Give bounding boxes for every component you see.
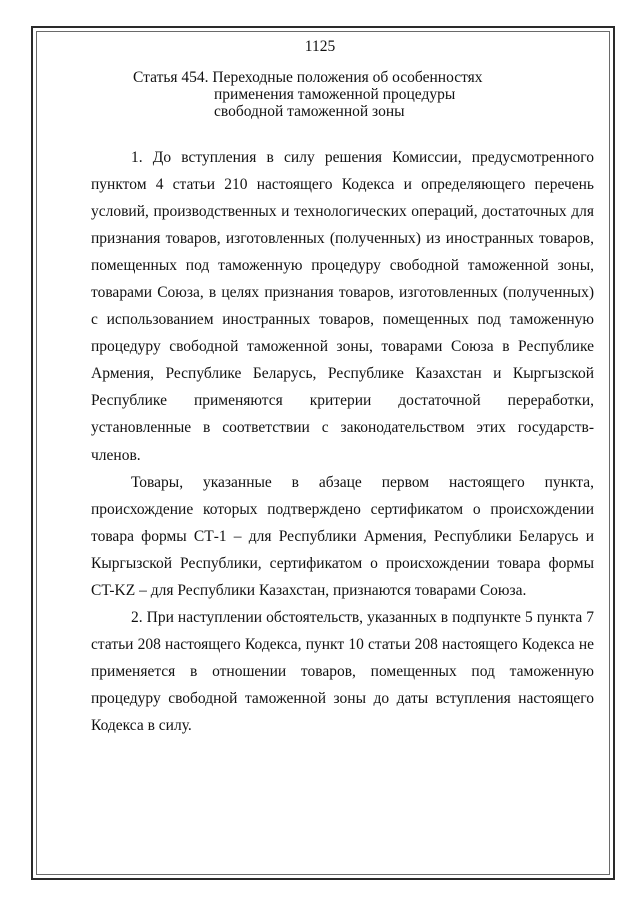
paragraph-item-2: 2. При наступлении обстоятельств, указанных в подпункте 5 пункта 7 статьи 208 настоящего Кодекса, пункт 10 статьи 208 настоящего Кодекса не применяется в отношении товаров, помещенных под таможенную процедуру свободной таможенной зоны до даты вступления настоящего Кодекса в силу. [91, 608, 594, 734]
article-heading [133, 69, 573, 120]
article-body [91, 144, 594, 739]
article-heading-line: свободной таможенной зоны [214, 103, 405, 120]
paragraph-item-1: 1. До вступления в силу решения Комиссии, предусмотренного пунктом 4 статьи 210 настоящего Кодекса и определяющего перечень условий, производственных и технологических операций, достаточных для признания товаров, изготовленных (полученных) из иностранных товаров, помещенных под таможенную процедуру свободной таможенной зоны, товарами Союза, в целях признания товаров, изготовленных (полученных) с использованием иностранных товаров, помещенных под таможенную процедуру свободной таможенной зоны, товарами Союза в Республике Армения, Республике Беларусь, Республике Казахстан и Кыргызской Республике применяются критерии достаточной переработки, установленные в соответствии с законодательством этих государств-членов. [91, 149, 594, 464]
article-heading-line: применения таможенной процедуры [214, 86, 456, 103]
page-number: 1125 [304, 38, 336, 55]
article-heading-line: Статья 454. Переходные положения об особенностях [133, 69, 483, 86]
paragraph-goods-of-union: Товары, указанные в абзаце первом настоящего пункта, происхождение которых подтверждено сертификатом о происхождении товара формы СТ-1 – для Республики Армения, Республики Беларусь и Кыргызской Республики, сертификатом о происхождении товара формы CT-KZ – для Республики Казахстан, признаются товарами Союза. [91, 473, 594, 599]
